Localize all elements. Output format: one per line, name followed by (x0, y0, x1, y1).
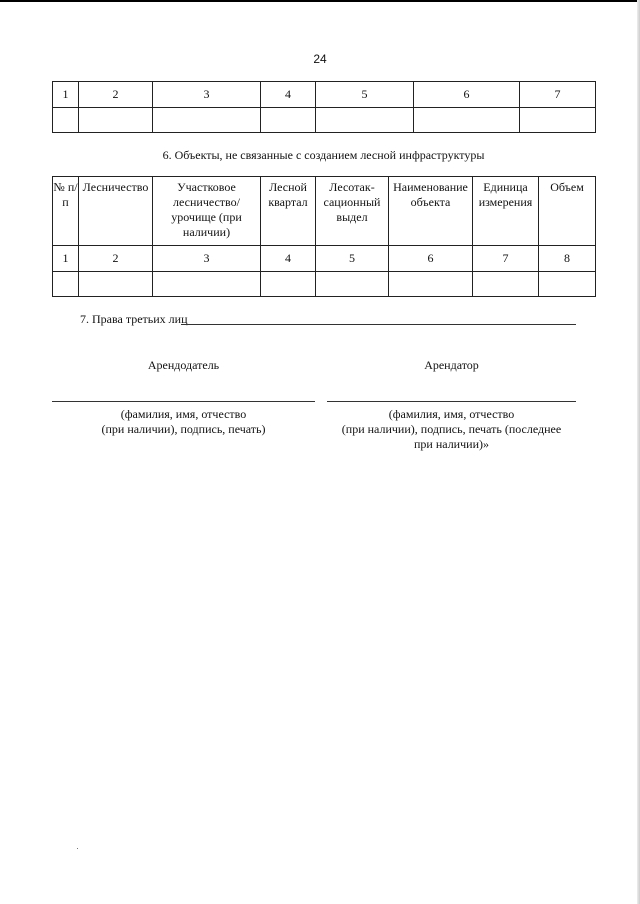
table-cell (414, 108, 520, 133)
landlord-title: Арендодатель (147, 358, 220, 372)
caption-line: (при наличии), подпись, печать (последнее (341, 422, 562, 436)
column-header-volume: Объем (539, 177, 596, 246)
table-header-cell: 7 (520, 82, 596, 108)
table-cell (539, 272, 596, 297)
table-cell (79, 108, 153, 133)
scan-edge-top (0, 0, 640, 2)
table-cell: 3 (153, 246, 261, 272)
column-header-district-forestry: Участковое лесничество/ урочище (при наличии) (153, 177, 261, 246)
table-cell (473, 272, 539, 297)
column-header-unit: Единица измерения (473, 177, 539, 246)
tenant-caption (317, 407, 586, 452)
tenant-title: Арендатор (424, 358, 479, 372)
table-row (53, 108, 596, 133)
section-7-label: 7. Права третьих лиц (80, 312, 188, 326)
caption-line: (фамилия, имя, отчество (388, 407, 515, 421)
table-cell (153, 272, 261, 297)
table-header-cell: 4 (261, 82, 316, 108)
column-header-object-name: Наименование объекта (389, 177, 473, 246)
table-cell (520, 108, 596, 133)
table-cell: 5 (316, 246, 389, 272)
table-cell: 8 (539, 246, 596, 272)
table-cell (316, 272, 389, 297)
column-header-forestry: Лесничество (79, 177, 153, 246)
caption-line: (при наличии), подпись, печать) (101, 422, 266, 436)
table-cell: 7 (473, 246, 539, 272)
table-cell (53, 108, 79, 133)
section-7-fill-line (181, 324, 576, 325)
table-cell: 4 (261, 246, 316, 272)
table-header-cell: 5 (316, 82, 414, 108)
column-header-number: № п/п (53, 177, 79, 246)
table-number-row (53, 246, 596, 272)
table-cell (261, 108, 316, 133)
landlord-signature-line (52, 401, 315, 402)
table-cell (389, 272, 473, 297)
table-header-row (53, 82, 596, 108)
table-cell (153, 108, 261, 133)
table-cell (79, 272, 153, 297)
table-row (53, 272, 596, 297)
table-cell (316, 108, 414, 133)
table-continuation (52, 81, 596, 133)
table-cell: 6 (389, 246, 473, 272)
caption-line: (фамилия, имя, отчество (120, 407, 247, 421)
table-header-cell: 3 (153, 82, 261, 108)
page-number: 24 (313, 52, 327, 66)
table-cell: 2 (79, 246, 153, 272)
section-6-title: 6. Объекты, не связанные с созданием лесной инфраструктуры (162, 148, 485, 162)
table-cell (53, 272, 79, 297)
table-cell: 1 (53, 246, 79, 272)
caption-line: при наличии)» (414, 437, 489, 451)
column-header-taxation-unit: Лесотак-сационный выдел (316, 177, 389, 246)
landlord-caption (52, 407, 315, 437)
table-header-cell: 1 (53, 82, 79, 108)
table-cell (261, 272, 316, 297)
tenant-signature-line (327, 401, 576, 402)
table-header-cell: 2 (79, 82, 153, 108)
scan-speck (77, 848, 78, 849)
column-header-forest-quarter: Лесной квартал (261, 177, 316, 246)
table-header-cell: 6 (414, 82, 520, 108)
table-objects (52, 176, 596, 297)
table-header-row (53, 177, 596, 246)
